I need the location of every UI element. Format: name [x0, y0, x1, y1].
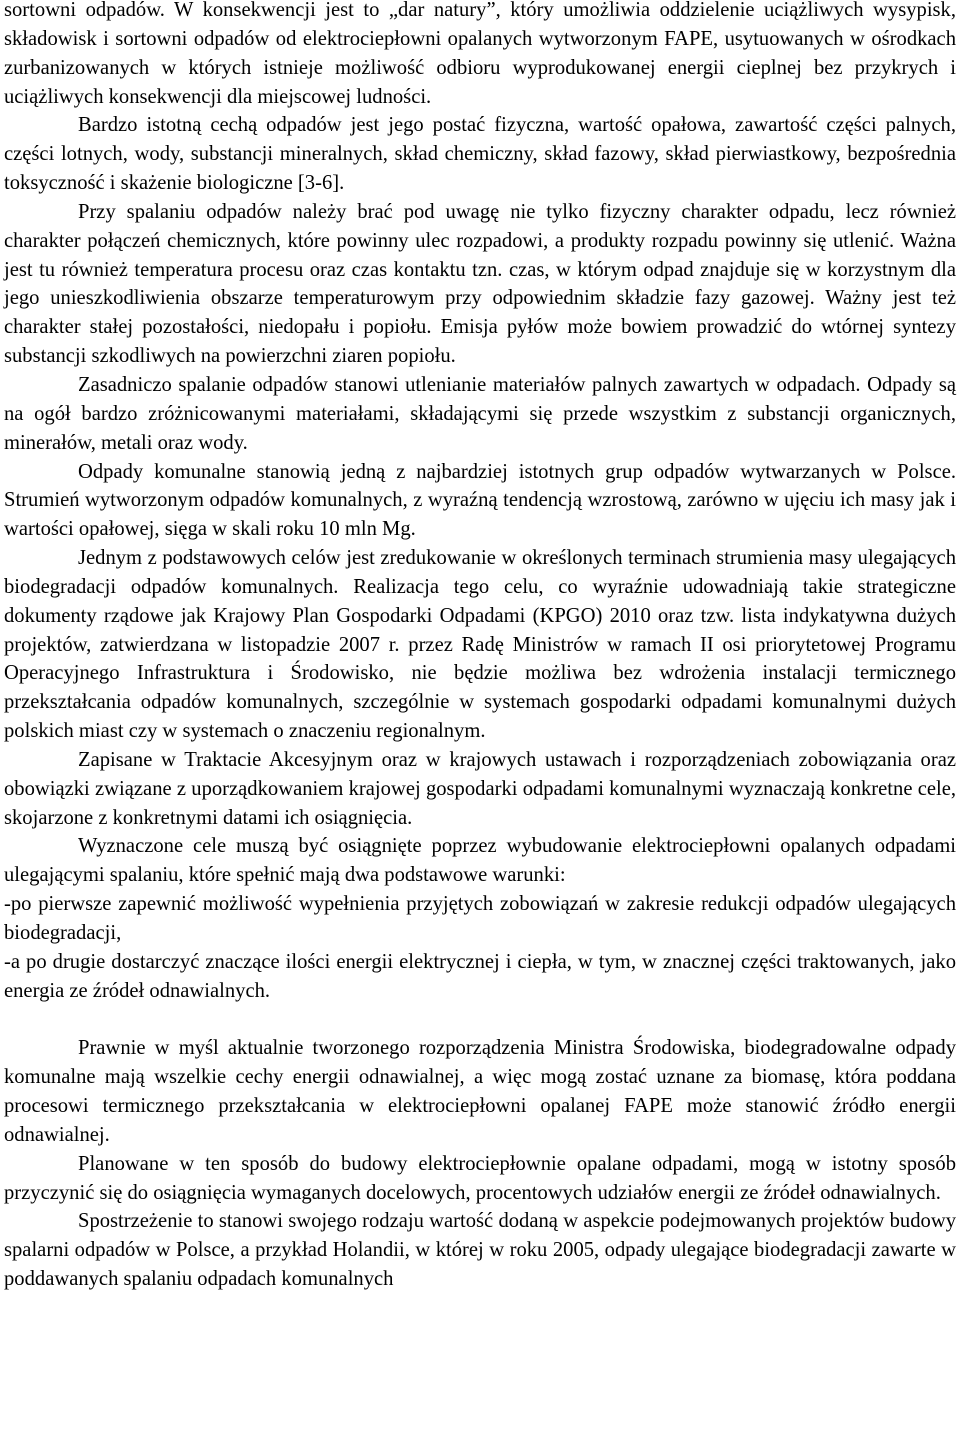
paragraph-5: Odpady komunalne stanowią jedną z najbardziej istotnych grup odpadów wytwarzanych w Polsce. Strumień wytworzonym odpadów komunalnych, z wyraźną tendencją wzrostową, zarówno w ujęciu ich masy jak i wartości opałowej, sięga w skali roku 10 mln Mg. [4, 460, 956, 541]
paragraph-13: Spostrzeżenie to stanowi swojego rodzaju wartość dodaną w aspekcie podejmowanych projektów budowy spalarni odpadów w Polsce, a przykład Holandii, w której w roku 2005, odpady ulegające biodegradacji zawarte w poddawanych spalaniu odpadach komunalnych [4, 1210, 956, 1291]
paragraph-2: Bardzo istotną cechą odpadów jest jego postać fizyczna, wartość opałowa, zawartość części palnych, części lotnych, wody, substancji mineralnych, skład chemiczny, skład fazowy, skład pierwiastkowy, bezpośrednia toksyczność i skażenie biologiczne [3-6]. [4, 114, 956, 195]
document-page [4, 0, 956, 1294]
paragraph-3: Przy spalaniu odpadów należy brać pod uwagę nie tylko fizyczny charakter odpadu, lecz również charakter połączeń chemicznych, które powinny ulec rozpadowi, a produkty rozpadu powinny się utlenić. Ważna jest tu również temperatura procesu oraz czas kontaktu tzn. czas, w którym odpad znajduje się w korzystnym dla jego unieszkodliwienia obszarze temperaturowym przy odpowiednim składzie fazy gazowej. Ważny jest też charakter stałej pozostałości, niedopału i popiołu. Emisja pyłów może bowiem prowadzić do wtórnej syntezy substancji szkodliwych na powierzchni ziaren popiołu. [4, 200, 956, 368]
paragraph-gap [4, 1006, 956, 1035]
paragraph-6: Jednym z podstawowych celów jest zredukowanie w określonych terminach strumienia masy ulegających biodegradacji odpadów komunalnych. Realizacja tego celu, co wyraźnie udowadniają takie strategiczne dokumenty rządowe jak Krajowy Plan Gospodarki Odpadami (KPGO) 2010 oraz tzw. lista indykatywna dużych projektów, zatwierdzana w listopadzie 2007 r. przez Radę Ministrów w ramach II osi priorytetowej Programu Operacyjnego Infrastruktura i Środowisko, nie będzie możliwa bez wdrożenia instalacji termicznego przekształcania odpadów komunalnych, szczególnie w systemach gospodarki odpadami komunalnymi dużych polskich miast czy w systemach o znaczeniu regionalnym. [4, 547, 956, 743]
paragraph-8: Wyznaczone cele muszą być osiągnięte poprzez wybudowanie elektrociepłowni opalanych odpadami ulegającymi spalaniu, które spełnić mają dwa podstawowe warunki: [4, 835, 956, 887]
paragraph-7: Zapisane w Traktacie Akcesyjnym oraz w krajowych ustawach i rozporządzeniach zobowiązania oraz obowiązki związane z uporządkowaniem krajowej gospodarki odpadami komunalnymi wyznaczają konkretne cele, skojarzone z konkretnymi datami ich osiągnięcia. [4, 748, 956, 829]
paragraph-11: Prawnie w myśl aktualnie tworzonego rozporządzenia Ministra Środowiska, biodegradowalne odpady komunalne mają wszelkie cechy energii odnawialnej, a więc mogą zostać uznane za biomasę, która poddana procesowi termicznego przekształcania w elektrociepłowni opalanej FAPE może stanowić źródło energii odnawialnej. [4, 1037, 956, 1146]
paragraph-1: sortowni odpadów. W konsekwencji jest to „dar natury”, który umożliwia oddzielenie uciążliwych wysypisk, składowisk i sortowni odpadów od elektrociepłowni opalanych wytworzonym FAPE, usytuowanych w ośrodkach zurbanizowanych w których istnieje możliwość odbioru wyprodukowanej energii cieplnej bez przykrych i uciążliwych konsekwencji dla miejscowej ludności. [4, 0, 956, 108]
list-item-second: -a po drugie dostarczyć znaczące ilości energii elektrycznej i ciepła, w tym, w znacznej części traktowanych, jako energia ze źródeł odnawialnych. [4, 950, 956, 1002]
paragraph-12: Planowane w ten sposób do budowy elektrociepłownie opalane odpadami, mogą w istotny sposób przyczynić się do osiągnięcia wymaganych docelowych, procentowych udziałów energii ze źródeł odnawialnych. [4, 1152, 956, 1204]
list-item-first: -po pierwsze zapewnić możliwość wypełnienia przyjętych zobowiązań w zakresie redukcji odpadów ulegających biodegradacji, [4, 893, 956, 944]
paragraph-4: Zasadniczo spalanie odpadów stanowi utlenianie materiałów palnych zawartych w odpadach. Odpady są na ogół bardzo zróżnicowanymi materiałami, składającymi się przede wszystkim z substancji organicznych, minerałów, metali oraz wody. [4, 373, 956, 454]
